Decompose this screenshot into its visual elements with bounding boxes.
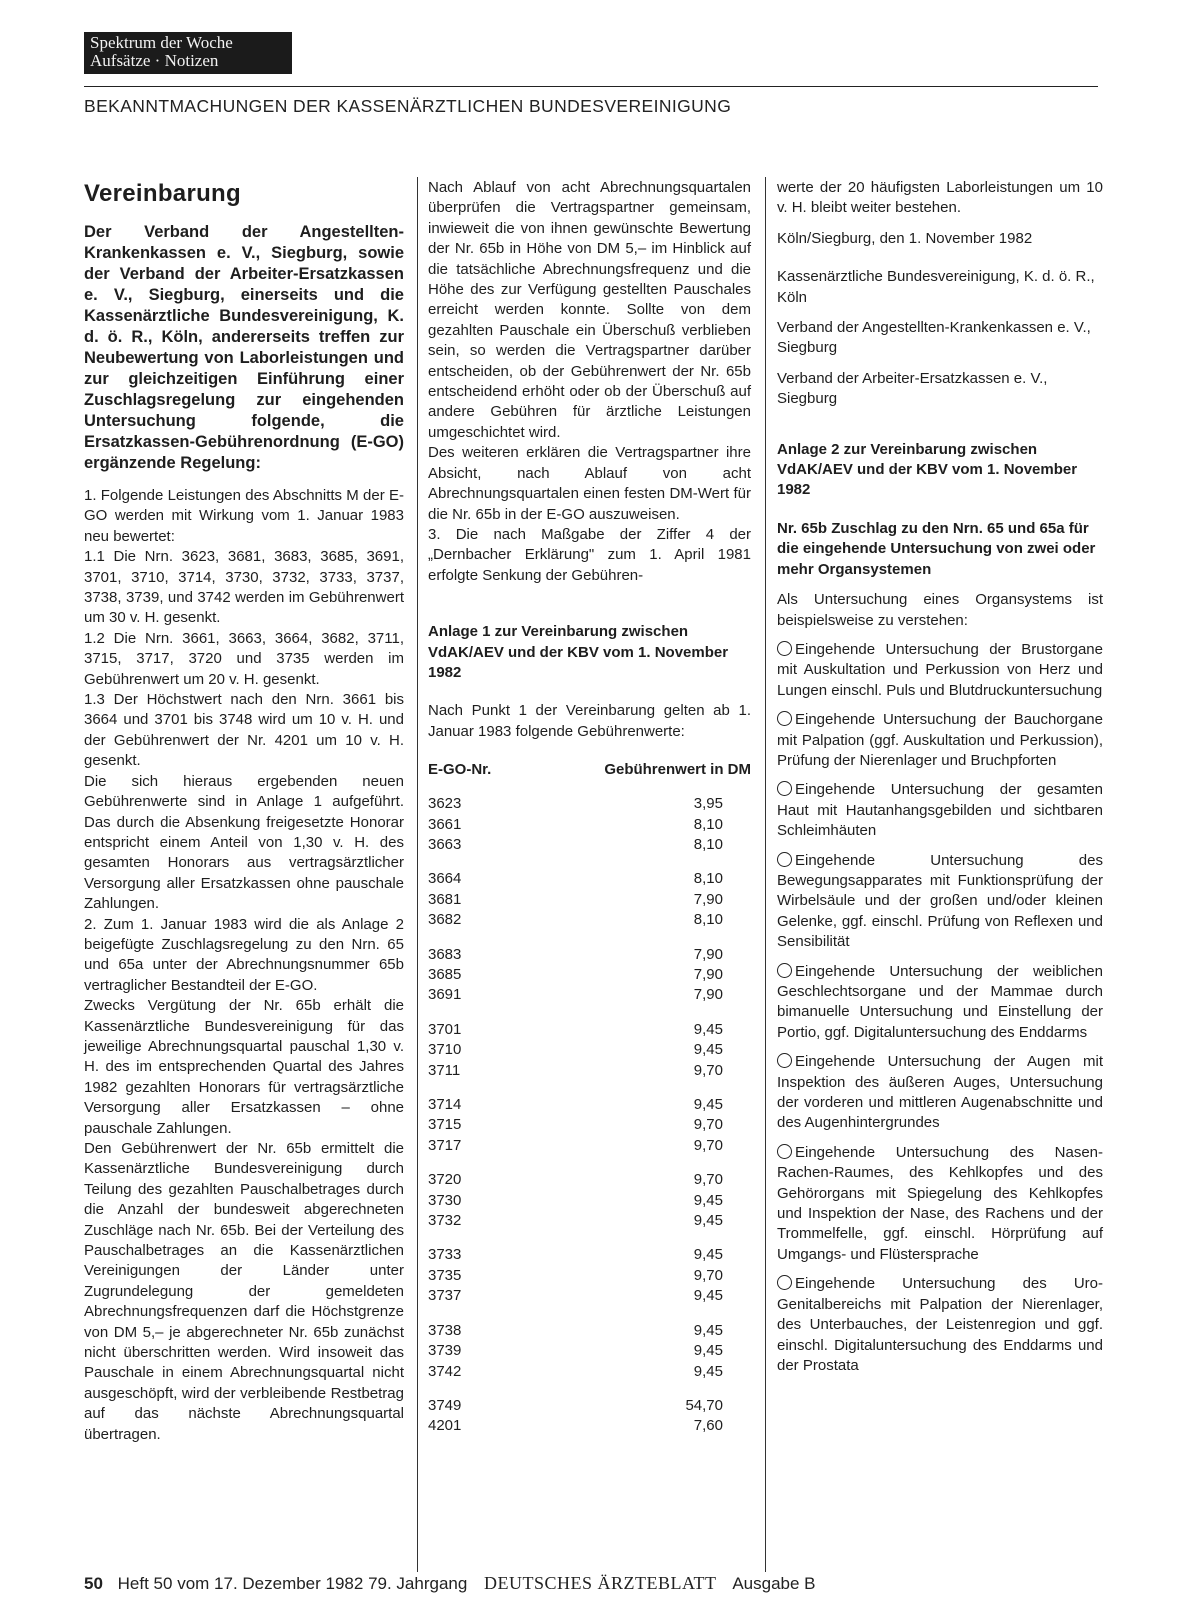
fee-row <box>428 1416 751 1436</box>
fee-number: 3664 <box>428 870 462 888</box>
circle-bullet-icon <box>777 1275 792 1290</box>
fee-row <box>428 1061 751 1081</box>
fee-number: 4201 <box>428 1417 462 1435</box>
exam-item <box>777 1052 1103 1134</box>
article-title: Vereinbarung <box>84 180 241 207</box>
fee-row <box>428 815 751 835</box>
article-lead: Der Verband der Angestellten-Krankenkassen e. V., Siegburg, sowie der Verband der Arbeiter-Ersatzkassen e. V., Siegburg, einerseits und die Kassenärztliche Bundesvereinigung, K. d. ö. R., Köln, andererseits treffen zur Neubewertung von Laborleistungen und zur gleichzeitigen Einführung einer Zuschlagsregelung zur eingehenden Untersuchung folgende, die Ersatzkassen-Gebührenordnung (E-GO) ergänzende Regelung: <box>84 223 404 472</box>
paragraph: Zwecks Vergütung der Nr. 65b erhält die Kassenärztliche Bundesvereinigung für das jeweilige Abrechnungsquartal pauschal 1,30 v. H. des im entsprechenden Quartal des Jahres 1982 gezahlten Honorars für vertragsärztliche Versorgung aller Ersatzkassen – ohne pauschale Zahlungen. <box>84 997 404 1137</box>
fee-row <box>428 910 751 930</box>
circle-bullet-icon <box>777 963 792 978</box>
circle-bullet-icon <box>777 1144 792 1159</box>
paragraph: 1.1 Die Nrn. 3623, 3681, 3683, 3685, 3691, 3701, 3710, 3714, 3730, 3732, 3733, 3737, 3738, 3739, und 3742 werden im Gebührenwert um 30 v. H. gesenkt. <box>84 548 404 627</box>
fee-row <box>428 855 751 889</box>
section-badge-line2: Aufsätze · Notizen <box>90 51 219 70</box>
exam-item-text: Eingehende Untersuchung des Uro-Genitalbereichs mit Palpation der Nierenlager, des Unterbauches, der Leistenregion und ggf. einschl. Digitaluntersuchung des Enddarms und der Prostata <box>777 1275 1103 1374</box>
paragraph: 2. Zum 1. Januar 1983 wird die als Anlage 2 beigefügte Zuschlagsregelung zu den Nrn. 65 und 65a unter der Abrechnungsnummer 65b vertraglicher Bestandteil der E-GO. <box>84 915 404 994</box>
fee-value: 9,45 <box>693 1020 723 1038</box>
fee-row <box>428 890 751 910</box>
fee-row <box>428 1136 751 1156</box>
fee-row <box>428 1286 751 1306</box>
fee-row <box>428 1081 751 1115</box>
paragraph: Des weiteren erklären die Vertragspartner ihre Absicht, nach Ablauf von acht Abrechnungsquartalen einen festen DM-Wert für die Nr. 65b in der E-GO auszuweisen. <box>428 444 751 523</box>
fee-row <box>428 965 751 985</box>
circle-bullet-icon <box>777 781 792 796</box>
fee-number: 3735 <box>428 1266 462 1284</box>
anlage-1-intro: Nach Punkt 1 der Vereinbarung gelten ab 1. Januar 1983 folgende Gebührenwerte: <box>428 702 751 740</box>
exam-item <box>777 1143 1103 1265</box>
fee-row <box>428 1266 751 1286</box>
fee-row <box>428 1006 751 1040</box>
fee-number: 3711 <box>428 1061 461 1079</box>
fee-row <box>428 985 751 1005</box>
paragraph: 1.3 Der Höchstwert nach den Nrn. 3661 bis 3664 und 3701 bis 3748 wird um 10 v. H. und der Gebührenwert der Nr. 4201 um 10 v. H. gesenkt. <box>84 691 404 770</box>
fee-row <box>428 794 751 814</box>
fee-row <box>428 1115 751 1135</box>
exam-item <box>777 962 1103 1044</box>
fee-number: 3691 <box>428 986 462 1004</box>
fee-number: 3715 <box>428 1116 462 1134</box>
fee-number: 3732 <box>428 1212 462 1230</box>
fee-value: 9,45 <box>693 1342 723 1360</box>
issue-info: Heft 50 vom 17. Dezember 1982 79. Jahrgang <box>117 1574 468 1593</box>
fee-number: 3737 <box>428 1287 462 1305</box>
exam-item-text: Eingehende Untersuchung der Brustorgane mit Auskultation und Perkussion von Herz und Lungen einschl. Puls und Blutdruckuntersuchung <box>777 640 1103 699</box>
section-header: BEKANNTMACHUNGEN DER KASSENÄRZTLICHEN BUNDESVEREINIGUNG <box>84 96 732 116</box>
fee-value: 7,90 <box>693 986 723 1004</box>
paragraph: werte der 20 häufigsten Laborleistungen um 10 v. H. bleibt weiter bestehen. <box>777 179 1103 217</box>
fee-value: 3,95 <box>693 795 723 813</box>
fee-value: 9,70 <box>693 1266 723 1284</box>
exam-item-text: Eingehende Untersuchung der Augen mit Inspektion des äußeren Auges, Untersuchung der vorderen und mittleren Augenabschnitte und des Augenhintergrundes <box>777 1053 1103 1132</box>
fee-number: 3738 <box>428 1321 462 1339</box>
fee-value: 9,70 <box>693 1171 723 1189</box>
circle-bullet-icon <box>777 711 792 726</box>
paragraph: Nach Ablauf von acht Abrechnungsquartalen überprüfen die Vertragspartner gemeinsam, inwieweit die von ihnen gewünschte Bewertung der Nr. 65b in Höhe von DM 5,– im Hinblick auf die tatsächliche Abrechnungsfrequenz und die Höhe des zur Verfügung gestellten Pauschales erreicht werden konnte. Sollte von dem gezahlten Pauschale ein Überschuß verblieben sein, so werden die Vertragspartner darüber entscheiden, ob der Gebührenwert der Nr. 65b entscheidend erhöht oder ob der Überschuß auf andere Gebühren für ärztliche Leistungen umgeschichtet wird. <box>428 179 751 441</box>
exam-item-text: Eingehende Untersuchung der Bauchorgane mit Palpation (ggf. Auskultation und Perkussion), Prüfung der Nierenlager und Bruchpforten <box>777 711 1103 769</box>
fee-number: 3683 <box>428 945 462 963</box>
fee-value: 9,45 <box>693 1096 723 1114</box>
fee-value: 9,45 <box>693 1212 723 1230</box>
fee-table <box>428 760 751 1437</box>
fee-number: 3701 <box>428 1020 462 1038</box>
exam-item-text: Eingehende Untersuchung der weiblichen Geschlechtsorgane und der Mammae durch bimanuelle Untersuchung und Einstellung der Portio, ggf. Digitaluntersuchung des Enddarms <box>777 962 1103 1041</box>
column-divider-1 <box>417 177 418 1572</box>
fee-row <box>428 1382 751 1416</box>
fee-row <box>428 835 751 855</box>
fee-row <box>428 1211 751 1231</box>
fee-value: 7,90 <box>693 945 723 963</box>
anlage-2-heading: Anlage 2 zur Vereinbarung zwischen VdAK/AEV und der KBV vom 1. November 1982 <box>777 440 1078 499</box>
fee-number: 3710 <box>428 1041 462 1059</box>
fee-value: 8,10 <box>693 835 723 853</box>
fee-number: 3739 <box>428 1342 462 1360</box>
circle-bullet-icon <box>777 852 792 867</box>
fee-number: 3733 <box>428 1246 462 1264</box>
magazine-name: DEUTSCHES ÄRZTEBLATT <box>484 1573 717 1593</box>
fee-row <box>428 1040 751 1060</box>
page-footer <box>84 1573 1098 1594</box>
fee-number: 3682 <box>428 911 462 929</box>
fee-number: 3623 <box>428 795 462 813</box>
section-badge <box>84 32 292 74</box>
fee-number: 3742 <box>428 1362 462 1380</box>
fee-number: 3714 <box>428 1096 462 1114</box>
fee-number: 3730 <box>428 1191 462 1209</box>
fee-value: 54,70 <box>685 1396 723 1414</box>
fee-value: 9,45 <box>693 1362 723 1380</box>
anlage-2-subheading: Nr. 65b Zuschlag zu den Nrn. 65 und 65a für die eingehende Untersuchung von zwei oder mehr Organsystemen <box>777 519 1096 578</box>
exam-item <box>777 780 1103 841</box>
fee-value: 9,45 <box>693 1041 723 1059</box>
fee-value: 8,10 <box>693 911 723 929</box>
exam-item <box>777 640 1103 701</box>
fee-table-header-value: Gebührenwert in DM <box>604 761 751 779</box>
fee-value: 8,10 <box>693 870 723 888</box>
fee-table-header-nr: E-GO-Nr. <box>428 761 492 779</box>
fee-number: 3681 <box>428 890 462 908</box>
circle-bullet-icon <box>777 641 792 656</box>
fee-value: 9,45 <box>693 1246 723 1264</box>
paragraph: 3. Die nach Maßgabe der Ziffer 4 der „Dernbacher Erklärung" zum 1. April 1981 erfolgte Senkung der Gebühren- <box>428 525 751 584</box>
fee-number: 3663 <box>428 835 462 853</box>
header-rule <box>84 86 1098 87</box>
column-divider-2 <box>765 177 766 1572</box>
place-date: Köln/Siegburg, den 1. November 1982 <box>777 229 1033 247</box>
exam-item-text: Eingehende Untersuchung des Bewegungsapparates mit Funktionsprüfung der Wirbelsäule und der großen und/oder kleinen Gelenke, ggf. einschl. Prüfung von Reflexen und Sensibilität <box>777 851 1103 951</box>
exam-item <box>777 1274 1103 1376</box>
paragraph: Den Gebührenwert der Nr. 65b ermittelt die Kassenärztliche Bundesvereinigung durch Teilung des gezahlten Pauschalbetrages durch die Anzahl der bundesweit abgerechneten Zuschläge nach Nr. 65b. Bei der Verteilung des Pauschalbetrages an die Kassenärztlichen Vereinigungen der Länder unter Zugrundelegung der gemeldeten Abrechnungsfrequenzen darf die Höchstgrenze von DM 5,– je abgerechneter Nr. 65b zunächst nicht überschritten werden. Wird insoweit das Pauschale in einem Abrechnungsquartal nicht ausgeschöpft, wird der verbleibende Restbetrag auf das nächste Abrechnungsquartal übertragen. <box>84 1140 404 1443</box>
fee-value: 7,90 <box>693 966 723 983</box>
exam-item-text: Eingehende Untersuchung des Nasen-Rachen-Raumes, des Kehlkopfes und des Gehörorgans mit Spiegelung des Kehlkopfes und Inspektion der Nase, des Rachens und der Trommelfelle, ggf. einschl. Hörprüfung auf Umgangs- und Flüstersprache <box>777 1143 1103 1263</box>
fee-number: 3685 <box>428 966 462 983</box>
column-3 <box>777 178 1103 1385</box>
fee-value: 9,45 <box>693 1287 723 1305</box>
paragraph: Die sich hieraus ergebenden neuen Gebührenwerte sind in Anlage 1 aufgeführt. Das durch die Absenkung freigesetzte Honorar entspricht einem Anteil von 1,30 v. H. des gesamten Honorars aus vertragsärztlicher Versorgung aller Ersatzkassen ohne pauschale Zahlungen. <box>84 772 404 913</box>
column-1 <box>84 178 404 1445</box>
fee-value: 8,10 <box>693 815 723 833</box>
edition: Ausgabe B <box>732 1574 816 1593</box>
signatory-vdak: Verband der Angestellten-Krankenkassen e. V., Siegburg <box>777 319 1091 357</box>
paragraph: 1. Folgende Leistungen des Abschnitts M der E-GO werden mit Wirkung vom 1. Januar 1983 neu bewertet: <box>84 487 404 545</box>
page-number: 50 <box>84 1574 103 1593</box>
exam-item-text: Eingehende Untersuchung der gesamten Haut mit Hautanhangsgebilden und sichtbaren Schleimhäuten <box>777 781 1103 840</box>
fee-number: 3661 <box>428 815 462 833</box>
fee-number: 3749 <box>428 1396 462 1414</box>
fee-row <box>428 1341 751 1361</box>
fee-value: 7,60 <box>693 1417 723 1435</box>
anlage-2-intro: Als Untersuchung eines Organsystems ist beispielsweise zu verstehen: <box>777 591 1103 629</box>
section-badge-line1: Spektrum der Woche <box>90 33 233 52</box>
fee-value: 9,45 <box>693 1191 723 1209</box>
fee-value: 9,70 <box>693 1136 723 1154</box>
exam-item <box>777 710 1103 771</box>
fee-row <box>428 1191 751 1211</box>
paragraph: 1.2 Die Nrn. 3661, 3663, 3664, 3682, 3711, 3715, 3717, 3720 und 3735 werden im Gebührenwert um 20 v. H. gesenkt. <box>84 629 404 688</box>
signatory-aev: Verband der Arbeiter-Ersatzkassen e. V., Siegburg <box>777 369 1048 408</box>
anlage-1-heading: Anlage 1 zur Vereinbarung zwischen VdAK/AEV und der KBV vom 1. November 1982 <box>428 623 729 681</box>
fee-number: 3717 <box>428 1136 462 1154</box>
column-2 <box>428 178 751 1437</box>
fee-number: 3720 <box>428 1171 462 1189</box>
exam-item <box>777 851 1103 953</box>
fee-row <box>428 1156 751 1190</box>
fee-row <box>428 1231 751 1265</box>
circle-bullet-icon <box>777 1053 792 1068</box>
fee-value: 9,70 <box>693 1116 723 1134</box>
signatory-kbv: Kassenärztliche Bundesvereinigung, K. d. ö. R., Köln <box>777 268 1095 306</box>
fee-row <box>428 1307 751 1341</box>
fee-value: 7,90 <box>693 890 723 908</box>
fee-value: 9,45 <box>693 1321 723 1339</box>
fee-row <box>428 931 751 965</box>
fee-value: 9,70 <box>693 1061 723 1079</box>
fee-row <box>428 1362 751 1382</box>
